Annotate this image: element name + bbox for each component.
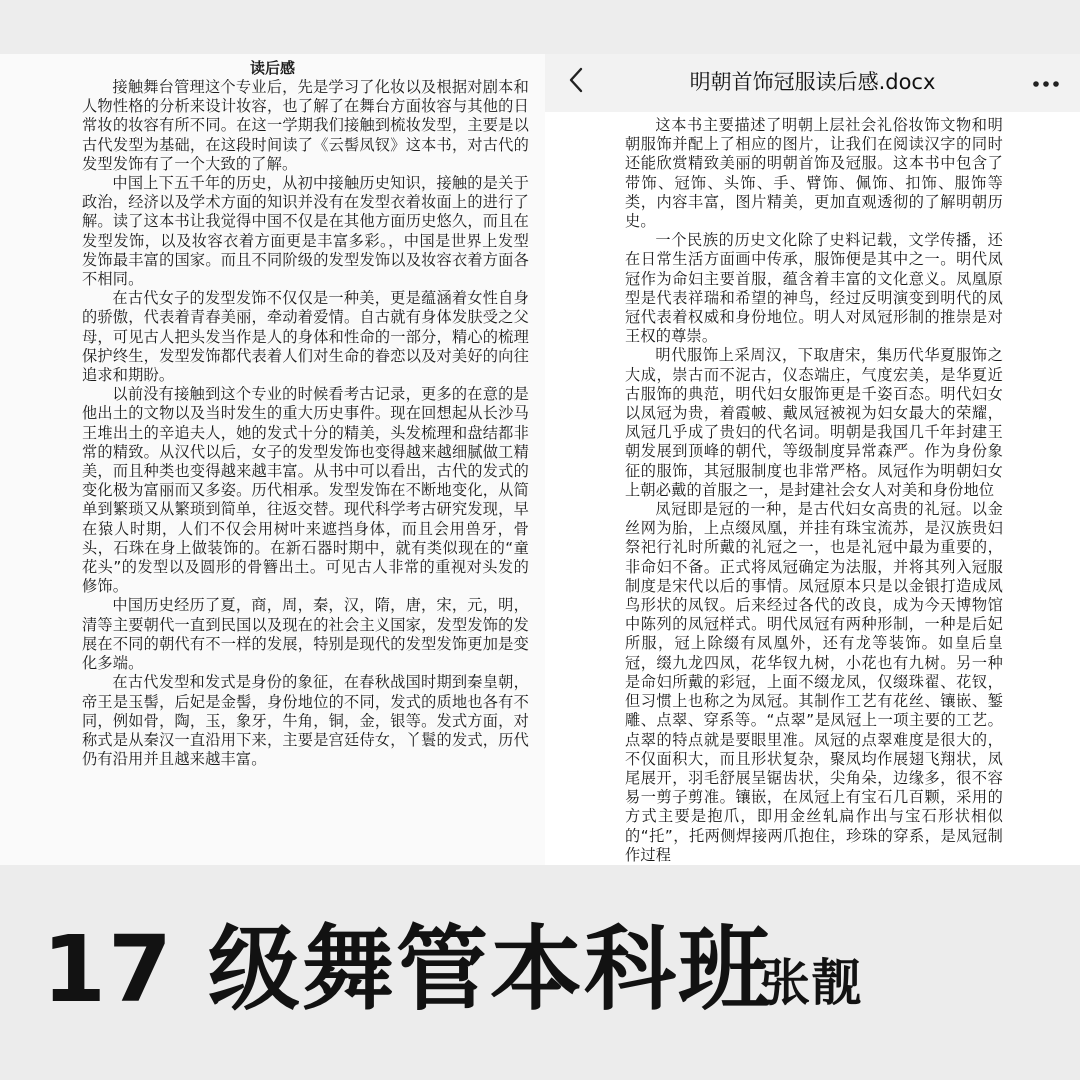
more-options-button[interactable]: [1026, 66, 1066, 98]
document-title: 读后感: [249, 59, 295, 77]
right-paragraph-3: 明代服饰上采周汉，下取唐宋，集历代华夏服饰之大成，崇古而不泥古，仪态端庄，气度宏美，是华夏近古服饰的典范，明代妇女服饰更是千姿百态。明代妇女以凤冠为贵，着霞帔、戴凤冠被视为妇女最大的荣耀，凤冠几乎成了贵妇的代名词。明朝是我国几千年封建王朝发展到顶峰的朝代，等级制度异常森严。作为身份象征的服饰，其冠服制度也非常严格。凤冠作为明朝妇女上朝必戴的首服之一，是封建社会女人对美和身份地位: [625, 346, 1003, 499]
left-paragraph-1: 接触舞台管理这个专业后，先是学习了化妆以及根据对剧本和人物性格的分析来设计妆容，也了解了在舞台方面妆容与其他的日常妆的妆容有所不同。在这一学期我们接触到梳妆发型，主要是以古代发型为基础，在这段时间读了《云髻凤钗》这本书，对古代的发型发饰有了一个大致的了解。: [82, 78, 529, 173]
right-paragraph-4: 凤冠即是冠的一种，是古代妇女高贵的礼冠。以金丝网为胎，上点缀凤凰，并挂有珠宝流苏，是汉族贵妇祭祀行礼时所戴的礼冠之一，也是礼冠中最为重要的，非命妇不备。正式将凤冠确定为法服，并将其列入冠服制度是宋代以后的事情。凤冠原本只是以金银打造成凤鸟形状的凤钗。后来经过各代的改良，成为今天博物馆中陈列的凤冠样式。明代凤冠有两种形制，一种是后妃所服，冠上除缀有凤凰外，还有龙等装饰。如皇后皇冠，缀九龙四凤，花华钗九树，小花也有九树。另一种是命妇所戴的彩冠，上面不缀龙凤，仅缀珠翟、花钗，但习惯上也称之为凤冠。其制作工艺有花丝、镶嵌、錾雕、点翠、穿系等。“点翠”是凤冠上一项主要的工艺。点翠的特点就是要眼里准。凤冠的点翠难度是很大的，不仅面积大，而且形状复杂，聚凤均作展翅飞翔状，凤尾展开，羽毛舒展呈锯齿状，尖角朵，边缘多，很不容易一剪子剪准。镶嵌，在凤冠上有宝石几百颗，采用的方式主要是抱爪，即用金丝轧扁作出与宝石形状相似的“托”，托两侧焊接两爪抱住，珍珠的穿系，是凤冠制作过程: [625, 500, 1003, 864]
back-button[interactable]: [559, 64, 593, 100]
left-paragraph-5: 中国历史经历了夏，商，周，秦，汉，隋，唐，宋，元，明，清等主要朝代一直到民国以及现在的社会主义国家，发型发饰的发展在不同的朝代有不一样的发展，特别是现代的发型发饰更加是变化多端。: [82, 596, 529, 673]
document-body[interactable]: [625, 116, 1003, 865]
left-paragraph-6: 在古代发型和发式是身份的象征，在春秋战国时期到秦皇朝，帝王是玉髻，后妃是金髻，身份地位的不同，发式的质地也各有不同，例如骨，陶，玉，象牙，牛角，铜，金，银等。发式方面，对称式是从秦汉一直沿用下来，主要是宫廷侍女，丫鬟的发式，历代仍有沿用并且越来越丰富。: [82, 673, 529, 769]
left-paragraph-4: 以前没有接触到这个专业的时候看考古记录，更多的在意的是他出土的文物以及当时发生的重大历史事件。现在回想起从长沙马王堆出土的辛追夫人，她的发式十分的精美，头发梳理和盘结都非常的精致。从汉代以后，女子的发型发饰也变得越来越细腻做工精美，而且种类也变得越来越丰富。从书中可以看出，古代的发式的变化极为富丽而又多姿。历代相承。发型发饰在不断地变化，从简单到繁琐又从繁琐到简单，往返交替。现代科学考古研究发现，早在猿人时期，人们不仅会用树叶来遮挡身体，而且会用兽牙，骨头，石珠在身上做装饰的。在新石器时期中，就有类似现在的“童花头”的发型以及圆形的骨簪出土。可见古人非常的重视对头发的修饰。: [82, 385, 529, 596]
class-name-caption: 17 级舞管本科班: [42, 916, 773, 1023]
left-document-page: [0, 54, 545, 865]
right-paragraph-2: 一个民族的历史文化除了史料记载，文学传播，还在日常生活方面画中传承，服饰便是其中之一。明代凤冠作为命妇主要首服，蕴含着丰富的文化意义。凤凰原型是代表祥瑞和希望的神鸟，经过反明演变到明代的凤冠代表着权威和身份地位。明人对凤冠形制的推崇是对王权的尊崇。: [625, 231, 1003, 346]
chevron-left-icon: [568, 67, 584, 97]
left-paragraph-2: 中国上下五千年的历史，从初中接触历史知识，接触的是关于政治，经济以及学术方面的知识并没有在发型衣着妆面上的进行了解。读了这本书让我觉得中国不仅是在其他方面历史悠久，而且在发型发饰，以及妆容衣着方面更是丰富多彩。，中国是世界上发型发饰最丰富的国家。而且不同阶级的发型发饰以及妆容衣着方面各不相同。: [82, 174, 529, 289]
left-paragraph-3: 在古代女子的发型发饰不仅仅是一种美，更是蕴涵着女性自身的骄傲，代表着青春美丽，牵动着爱情。自古就有身体发肤受之父母，可见古人把头发当作是人的身体和性命的一部分，精心的梳理保护终生，发型发饰都代表着人们对生命的眷恋以及对美好的向往追求和期盼。: [82, 289, 529, 385]
author-name-caption: 张靓: [760, 954, 862, 1012]
top-margin-strip: [0, 0, 1080, 54]
viewer-header: [545, 54, 1080, 112]
right-paragraph-1: 这本书主要描述了明朝上层社会礼俗妆饰文物和明朝服饰并配上了相应的图片，让我们在阅读汉字的同时还能欣赏精致美丽的明朝首饰及冠服。这本书中包含了带饰、冠饰、头饰、手、臂饰、佩饰、扣饰、服饰等类，内容丰富，图片精美，更加直观透彻的了解明朝历史。: [625, 116, 1003, 231]
caption-banner: [0, 865, 1080, 1080]
file-name-title: 明朝首饰冠服读后感.docx: [689, 70, 936, 94]
right-document-viewer: [545, 54, 1080, 865]
more-horizontal-icon: [1032, 73, 1060, 92]
